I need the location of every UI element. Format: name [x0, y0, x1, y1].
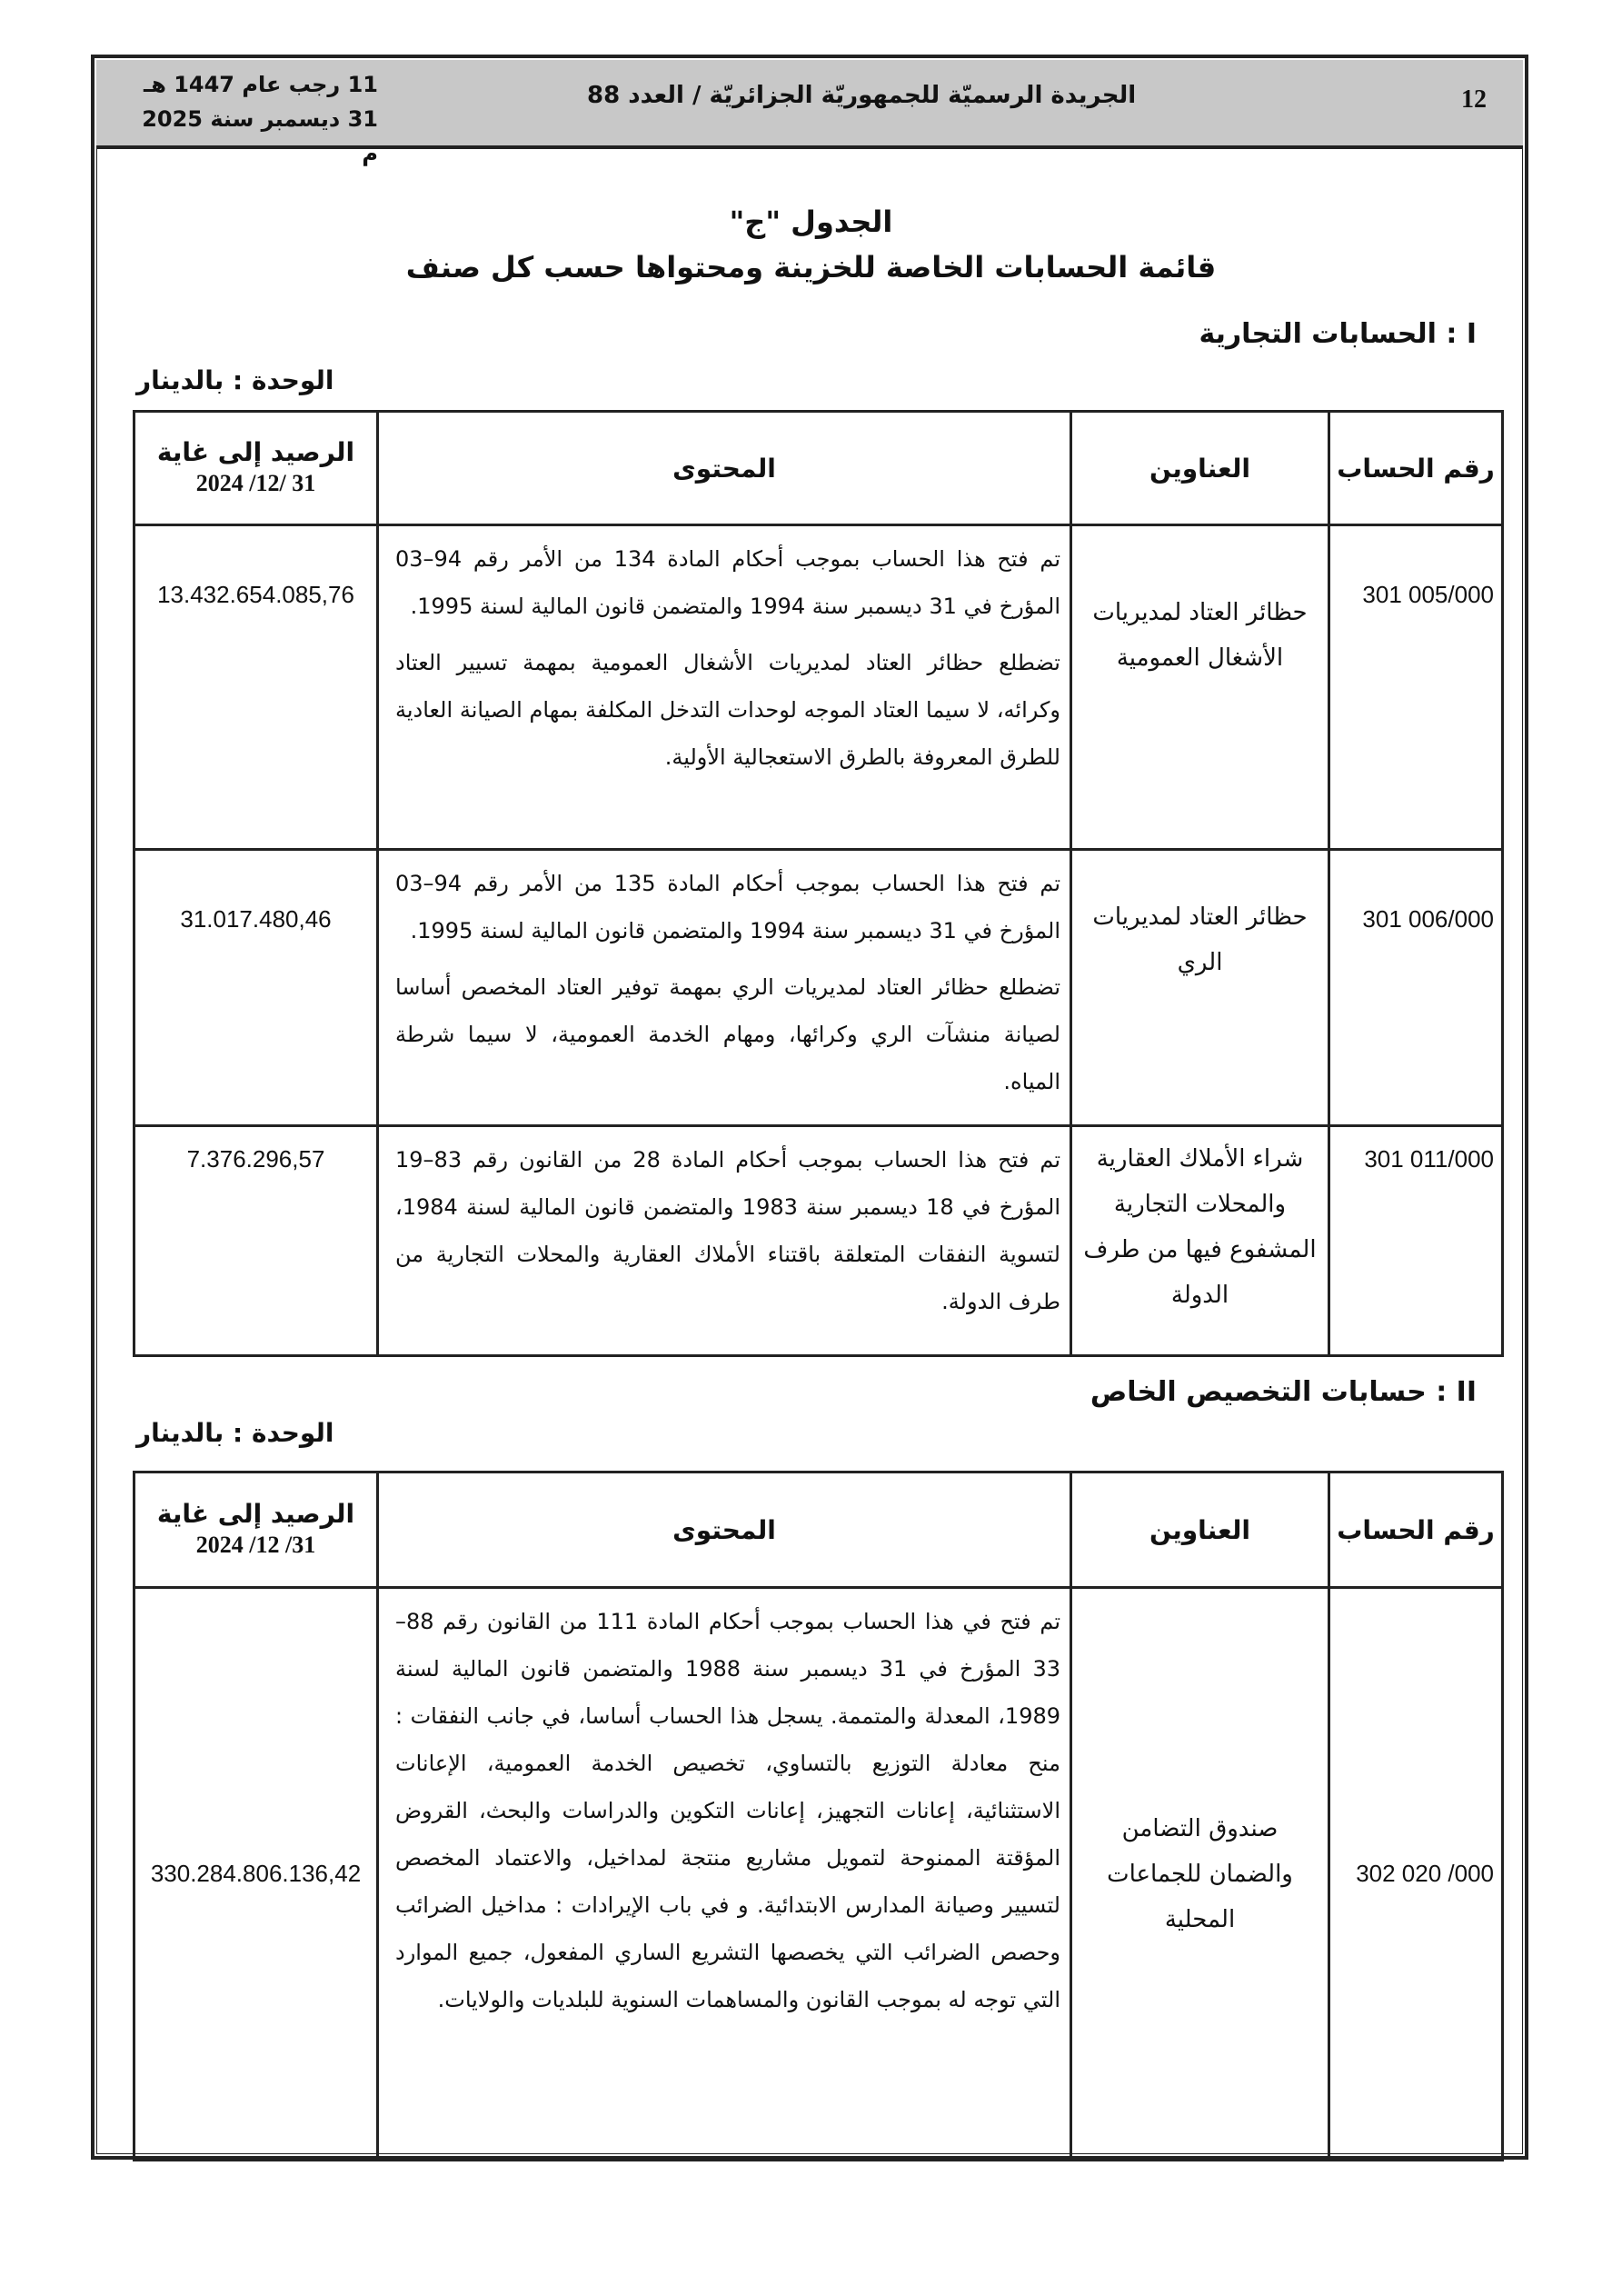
schedule-subtitle: قائمة الحسابات الخاصة للخزينة ومحتواها حسب كل صنف: [405, 250, 1217, 285]
column-header-content: المحتوى: [378, 1472, 1071, 1588]
content-paragraph: تضطلع حظائر العتاد لمديريات الري بمهمة توفير العتاد المخصص أساسا لصيانة منشآت الري وكرائها، ومهام الخدمة العمومية، لا سيما شرطة المياه.: [395, 974, 1060, 1094]
account-number: 302 020 /000: [1329, 1588, 1503, 2161]
page-number: 12: [1461, 85, 1487, 114]
account-content: [378, 1588, 1071, 2161]
publication-title: الجريدة الرسميّة للجمهوريّة الجزائريّة / العدد 88: [587, 82, 1137, 109]
balance-label: الرصيد إلى غاية: [156, 1499, 355, 1529]
table-header-row: [134, 412, 1503, 525]
gazette-header: [96, 60, 1523, 166]
account-content: [378, 1126, 1071, 1356]
account-title: صندوق التضامن والضمان للجماعات المحلية: [1071, 1588, 1329, 2161]
account-balance: 31.017.480,46: [134, 850, 378, 1126]
column-header-title: العناوين: [1071, 1472, 1329, 1588]
content-paragraph: تم فتح هذا الحساب بموجب أحكام المادة 134 من الأمر رقم 94–03 المؤرخ في 31 ديسمبر سنة 1994 والمتضمن قانون المالية لسنة 1995.: [395, 546, 1060, 619]
column-header-content: المحتوى: [378, 412, 1071, 525]
account-number: 301 011/000: [1329, 1126, 1503, 1356]
column-header-number: رقم الحساب: [1329, 412, 1503, 525]
table-header-row: [134, 1472, 1503, 1588]
account-balance: 13.432.654.085,76: [134, 525, 378, 850]
gregorian-date: 31 ديسمبر سنة 2025 م: [142, 106, 378, 166]
content-paragraph: تم فتح هذا الحساب بموجب أحكام المادة 28 من القانون رقم 83–19 المؤرخ في 18 ديسمبر سنة 1983 والمتضمن قانون المالية لسنة 1984، لتسوية النفقات المتعلقة باقتناء الأملاك العقارية والمحلات التجارية من طرف الدولة.: [395, 1147, 1061, 1314]
issue-date: [124, 67, 378, 171]
account-number: 301 005/000: [1329, 525, 1503, 850]
account-balance: 330.284.806.136,42: [134, 1588, 378, 2161]
balance-label: الرصيد إلى غاية: [156, 437, 355, 467]
balance-date: 2024 /12 /31: [195, 1532, 316, 1558]
table-row: [134, 1588, 1503, 2161]
accounts-table: [133, 410, 1504, 1357]
account-title: شراء الأملاك العقارية والمحلات التجارية المشفوع فيها من طرف الدولة: [1071, 1126, 1329, 1356]
account-number: 301 006/000: [1329, 850, 1503, 1126]
account-content: [378, 850, 1071, 1126]
account-content: [378, 525, 1071, 850]
special-allocation-table: [133, 1471, 1504, 2161]
section-heading: II : حسابات التخصيص الخاص: [1090, 1376, 1477, 1408]
unit-label: الوحدة : بالدينار: [136, 365, 334, 395]
account-title: حظائر العتاد لمديريات الري: [1071, 850, 1329, 1126]
table-row: [134, 525, 1503, 850]
column-header-balance: [134, 412, 378, 525]
column-header-balance: [134, 1472, 378, 1588]
column-header-title: العناوين: [1071, 412, 1329, 525]
table-row: [134, 850, 1503, 1126]
content-paragraph: تم فتح في هذا الحساب بموجب أحكام المادة 111 من القانون رقم 88–33 المؤرخ في 31 ديسمبر سنة 1988 والمتضمن قانون المالية لسنة 1989، المعدلة والمتممة. يسجل هذا الحساب أساسا، في جانب النفقات : منح معادلة التوزيع بالتساوي، تخصيص الخدمة العمومية، الإعانات الاستثنائية، إعانات التجهيز، إعانات التكوين والدراسات والبحث، القروض المؤقتة الممنوحة لتمويل مشاريع منتجة لمداخيل، والاعتماد المخصص لتسيير وصيانة المدارس الابتدائية. و في باب الإيرادات : مداخيل الضرائب وحصص الضرائب التي يخصصها التشريع الساري المفعول، جميع الموارد التي توجه له بموجب القانون والمساهمات السنوية للبلديات والولايات.: [395, 1609, 1061, 2012]
content-paragraph: تم فتح هذا الحساب بموجب أحكام المادة 135 من الأمر رقم 94–03 المؤرخ في 31 ديسمبر سنة 1994 والمتضمن قانون المالية لسنة 1995.: [395, 871, 1060, 943]
column-header-number: رقم الحساب: [1329, 1472, 1503, 1588]
table-row: [134, 1126, 1503, 1356]
schedule-title: الجدول "ج": [729, 205, 893, 239]
content-paragraph: تضطلع حظائر العتاد لمديريات الأشغال العمومية بمهمة تسيير العتاد وكرائه، لا سيما العتاد الموجه لوحدات التدخل المكلفة بمهام الصيانة العادية للطرق المعروفة بالطرق الاستعجالية الأولية.: [395, 650, 1060, 770]
hijri-date: 11 رجب عام 1447 هـ: [144, 72, 378, 97]
account-title: حظائر العتاد لمديريات الأشغال العمومية: [1071, 525, 1329, 850]
account-balance: 7.376.296,57: [134, 1126, 378, 1356]
section-heading: I : الحسابات التجارية: [1199, 318, 1477, 350]
balance-date: 2024 /12/ 31: [195, 470, 316, 496]
unit-label: الوحدة : بالدينار: [136, 1418, 334, 1448]
